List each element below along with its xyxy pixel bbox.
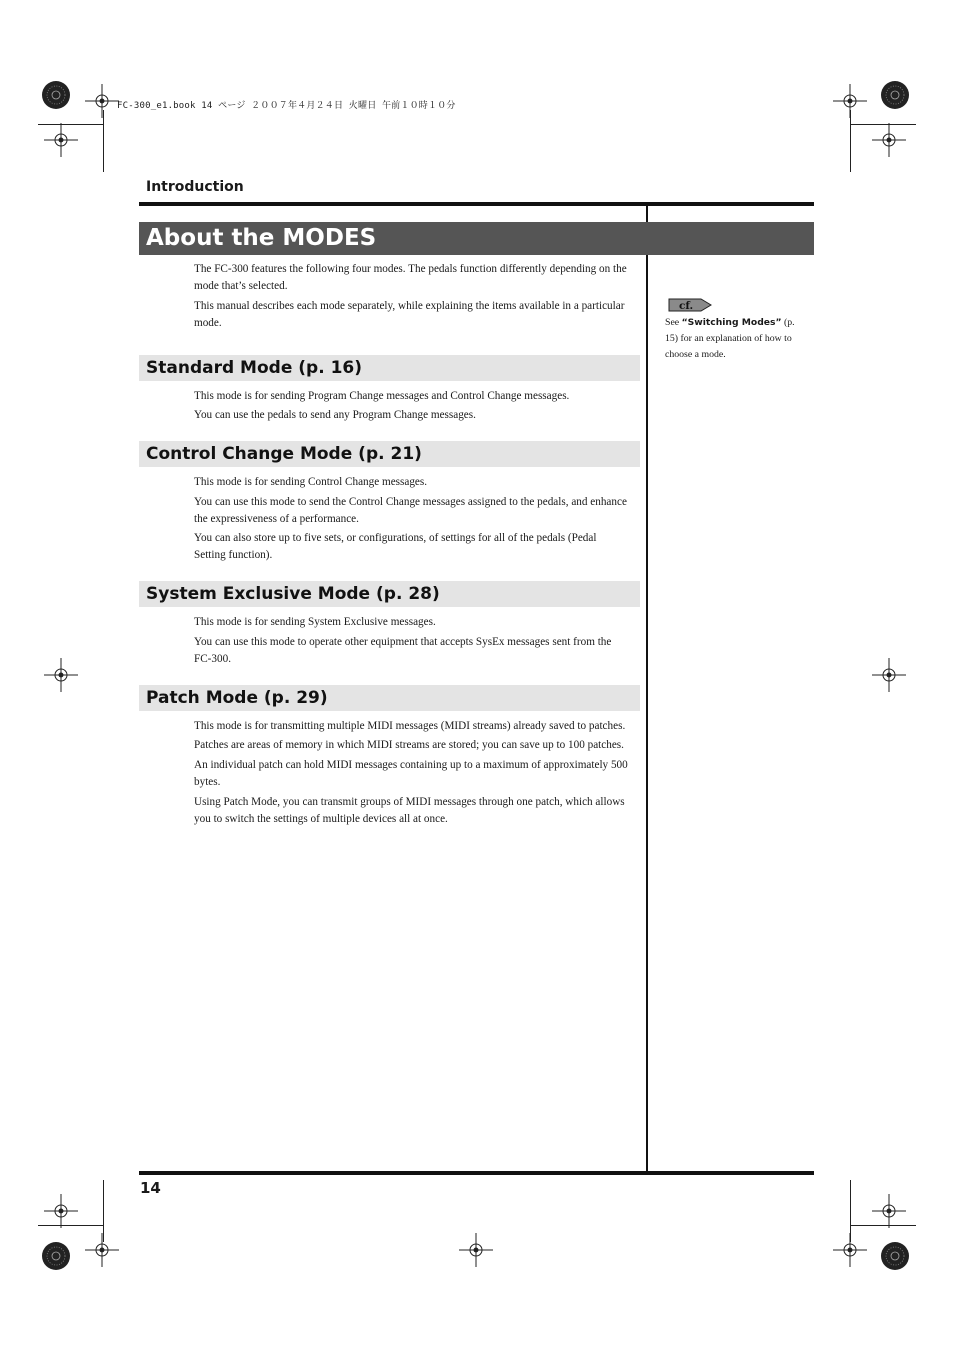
- registration-mark-icon: [459, 1233, 493, 1267]
- page-title: About the MODES: [146, 225, 377, 251]
- control-change-mode-text: [194, 474, 630, 564]
- cross-reference-link[interactable]: “Switching Modes”: [681, 317, 782, 328]
- registration-mark-icon: [872, 658, 906, 692]
- mode-paragraph: This mode is for sending Control Change messages.: [194, 476, 428, 488]
- section-label: Introduction: [146, 179, 244, 195]
- mode-paragraph: Using Patch Mode, you can transmit groups of MIDI messages through one patch, which allows you to switch the settings of multiple devices all at once.: [194, 796, 625, 825]
- cf-reference-icon: [668, 298, 712, 312]
- print-header-stamp: FC-300_e1.book 14 ページ ２００７年４月２４日 火曜日 午前１０時１０分: [117, 101, 456, 111]
- sidebar-note: [665, 315, 807, 363]
- corner-star-mark-top-right: [880, 80, 910, 110]
- crop-mark: [103, 110, 104, 172]
- heading-patch-mode: Patch Mode (p. 29): [146, 688, 328, 708]
- mode-paragraph: This mode is for sending Program Change messages and Control Change messages.: [194, 390, 570, 402]
- heading-standard-mode: Standard Mode (p. 16): [146, 358, 363, 378]
- registration-mark-icon: [44, 123, 78, 157]
- crop-mark: [850, 1180, 851, 1242]
- mode-paragraph: You can use this mode to send the Control Change messages assigned to the pedals, and enhance the expressiveness of a performance.: [194, 496, 627, 525]
- crop-mark: [103, 1180, 104, 1242]
- registration-mark-icon: [44, 658, 78, 692]
- cf-badge-label: cf.: [679, 300, 694, 312]
- sidebar-note-suffix: (p. 15) for an explanation of how to choose a mode.: [665, 317, 795, 360]
- mode-paragraph: This mode is for sending System Exclusive messages.: [194, 616, 436, 628]
- mode-paragraph: You can also store up to five sets, or configurations, of settings for all of the pedals (Pedal Setting function).: [194, 532, 597, 561]
- crop-mark: [850, 1225, 916, 1226]
- corner-star-mark-bottom-left: [41, 1241, 71, 1271]
- bottom-rule: [139, 1171, 814, 1175]
- corner-star-mark-bottom-right: [880, 1241, 910, 1271]
- patch-mode-text: [194, 718, 630, 828]
- crop-mark: [850, 124, 916, 125]
- heading-system-exclusive-mode: System Exclusive Mode (p. 28): [146, 584, 440, 604]
- registration-mark-icon: [872, 1194, 906, 1228]
- registration-mark-icon: [85, 84, 119, 118]
- mode-paragraph: Patches are areas of memory in which MIDI streams are stored; you can save up to 100 patches.: [194, 739, 624, 751]
- heading-control-change-mode: Control Change Mode (p. 21): [146, 444, 422, 464]
- page-number: 14: [140, 1179, 161, 1197]
- crop-mark: [38, 1225, 104, 1226]
- mode-paragraph: This mode is for transmitting multiple MIDI messages (MIDI streams) already saved to patches.: [194, 720, 626, 732]
- crop-mark: [850, 110, 851, 172]
- corner-star-mark-top-left: [41, 80, 71, 110]
- registration-mark-icon: [872, 123, 906, 157]
- mode-paragraph: You can use this mode to operate other equipment that accepts SysEx messages sent from the FC-300.: [194, 636, 612, 665]
- top-rule: [139, 202, 814, 206]
- mode-paragraph: You can use the pedals to send any Program Change messages.: [194, 409, 476, 421]
- intro-text: [194, 261, 630, 332]
- column-divider: [646, 206, 648, 1171]
- intro-paragraph: The FC-300 features the following four modes. The pedals function differently depending on the mode that’s selected.: [194, 263, 627, 292]
- intro-paragraph: This manual describes each mode separately, while explaining the items available in a particular mode.: [194, 300, 625, 329]
- crop-mark: [38, 124, 104, 125]
- sidebar-note-prefix: See: [665, 317, 682, 328]
- registration-mark-icon: [44, 1194, 78, 1228]
- registration-mark-icon: [85, 1233, 119, 1267]
- standard-mode-text: [194, 388, 630, 424]
- system-exclusive-mode-text: [194, 614, 630, 668]
- mode-paragraph: An individual patch can hold MIDI messages containing up to a maximum of approximately 500 bytes.: [194, 759, 628, 788]
